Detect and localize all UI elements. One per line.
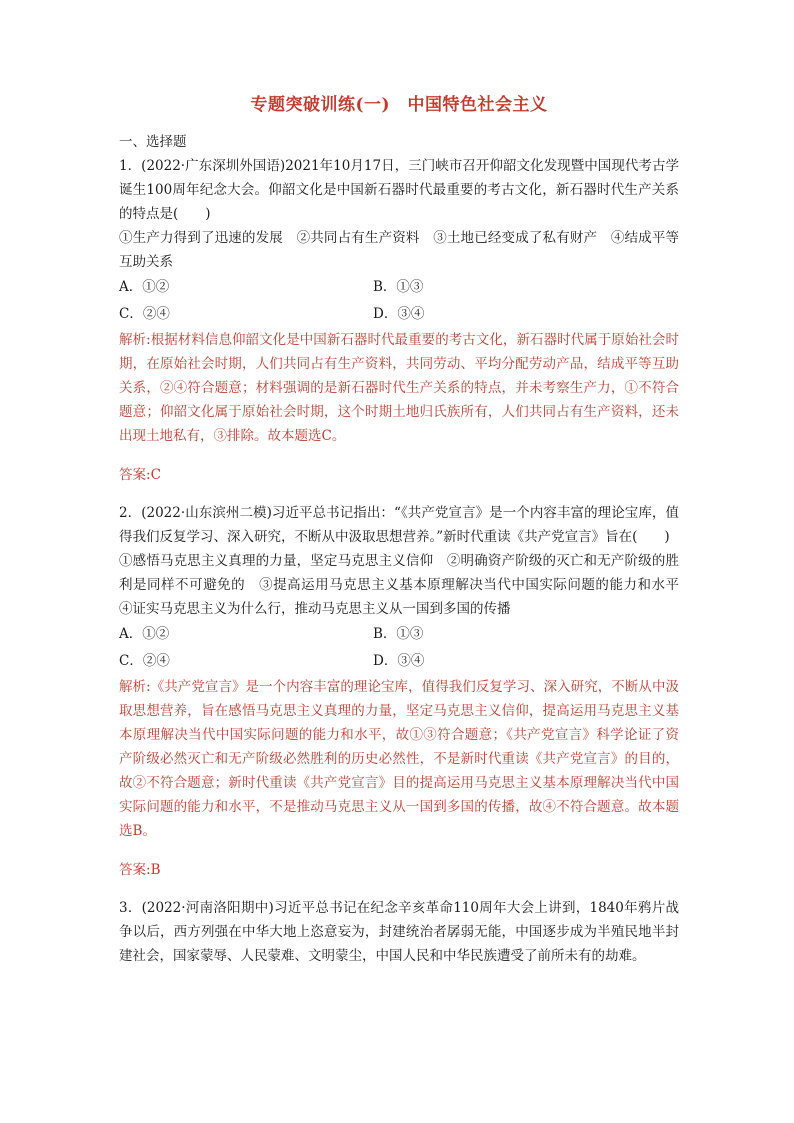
page-title: 专题突破训练(一) 中国特色社会主义 bbox=[250, 95, 548, 115]
analysis-label: 解析: bbox=[119, 332, 151, 348]
option-d: D．③④ bbox=[373, 653, 425, 669]
question-stem: 1．(2022·广东深圳外国语)2021年10月17日，三门峡市召开仰韶文化发现暨中国现代考古学诞生100周年纪念大会。仰韶文化是中国新石器时代最重要的考古文化，新石器时代生产关系的特点是( ) bbox=[119, 158, 679, 222]
analysis bbox=[119, 675, 679, 843]
option-c: C．②④ bbox=[119, 653, 170, 669]
section-heading: 一、选择题 bbox=[119, 134, 187, 150]
option-c: C．②④ bbox=[119, 306, 170, 322]
question-statements: ①感悟马克思主义真理的力量，坚定马克思主义信仰 ②明确资产阶级的灭亡和无产阶级的胜利是同样不可避免的 ③提高运用马克思主义基本原理解决当代中国实际问题的能力和水平 ④证实马克思主义为什么行，推动马克思主义从一国到多国的传播 bbox=[119, 553, 693, 617]
question-3 bbox=[119, 896, 679, 968]
analysis-text: 根据材料信息仰韶文化是中国新石器时代最重要的考古文化，新石器时代属于原始社会时期，在原始社会时期，人们共同占有生产资料，共同劳动、平均分配劳动产品，结成平等互助关系，②④符合题意；材料强调的是新石器时代生产关系的特点，并未考察生产力，①不符合题意；仰韶文化属于原始社会时期，这个时期土地归氏族所有，人们共同占有生产资料，还未出现土地私有，③排除。故本题选C。 bbox=[119, 332, 679, 444]
question-1 bbox=[119, 154, 679, 488]
answer-value: C bbox=[150, 466, 161, 483]
question-statements: ①生产力得到了迅速的发展 ②共同占有生产资料 ③土地已经变成了私有财产 ④结成平等互助关系 bbox=[119, 230, 679, 270]
analysis-label: 解析: bbox=[119, 679, 151, 695]
option-d: D．③④ bbox=[373, 306, 425, 322]
option-a: A．①② bbox=[119, 279, 170, 295]
answer-label: 答案: bbox=[119, 466, 151, 483]
option-list bbox=[119, 274, 679, 328]
option-b: B．①③ bbox=[373, 279, 424, 295]
question-stem: 2．(2022·山东滨州二模)习近平总书记指出：“《共产党宣言》是一个内容丰富的理论宝库，值得我们反复学习、深入研究，不断从中汲取思想营养。”新时代重读《共产党宣言》旨在( ) bbox=[119, 505, 679, 545]
document-page bbox=[119, 92, 693, 968]
answer-value: B bbox=[150, 861, 161, 878]
question-stem: 3．(2022·河南洛阳期中)习近平总书记在纪念辛亥革命110周年大会上讲到，1840年鸦片战争以后，西方列强在中华大地上恣意妄为，封建统治者孱弱无能，中国逐步成为半殖民地半封建社会，国家蒙辱、人民蒙难、文明蒙尘，中国人民和中华民族遭受了前所未有的劫难。 bbox=[119, 900, 679, 964]
option-a: A．①② bbox=[119, 626, 170, 642]
answer bbox=[119, 462, 679, 488]
answer bbox=[119, 857, 679, 883]
option-list bbox=[119, 621, 679, 675]
analysis-text: 《共产党宣言》是一个内容丰富的理论宝库，值得我们反复学习、深入研究，不断从中汲取思想营养，旨在感悟马克思主义真理的力量，坚定马克思主义信仰，提高运用马克思主义基本原理解决当代中国实际问题的能力和水平，故①③符合题意；《共产党宣言》科学论证了资产阶级必然灭亡和无产阶级必然胜利的历史必然性，不是新时代重读《共产党宣言》的目的，故②不符合题意；新时代重读《共产党宣言》目的提高运用马克思主义基本原理解决当代中国实际问题的能力和水平，不是推动马克思主义从一国到多国的传播，故④不符合题意。故本题选B。 bbox=[119, 679, 679, 839]
analysis bbox=[119, 328, 679, 448]
option-b: B．①③ bbox=[373, 626, 424, 642]
question-2 bbox=[119, 501, 693, 883]
answer-label: 答案: bbox=[119, 861, 151, 878]
